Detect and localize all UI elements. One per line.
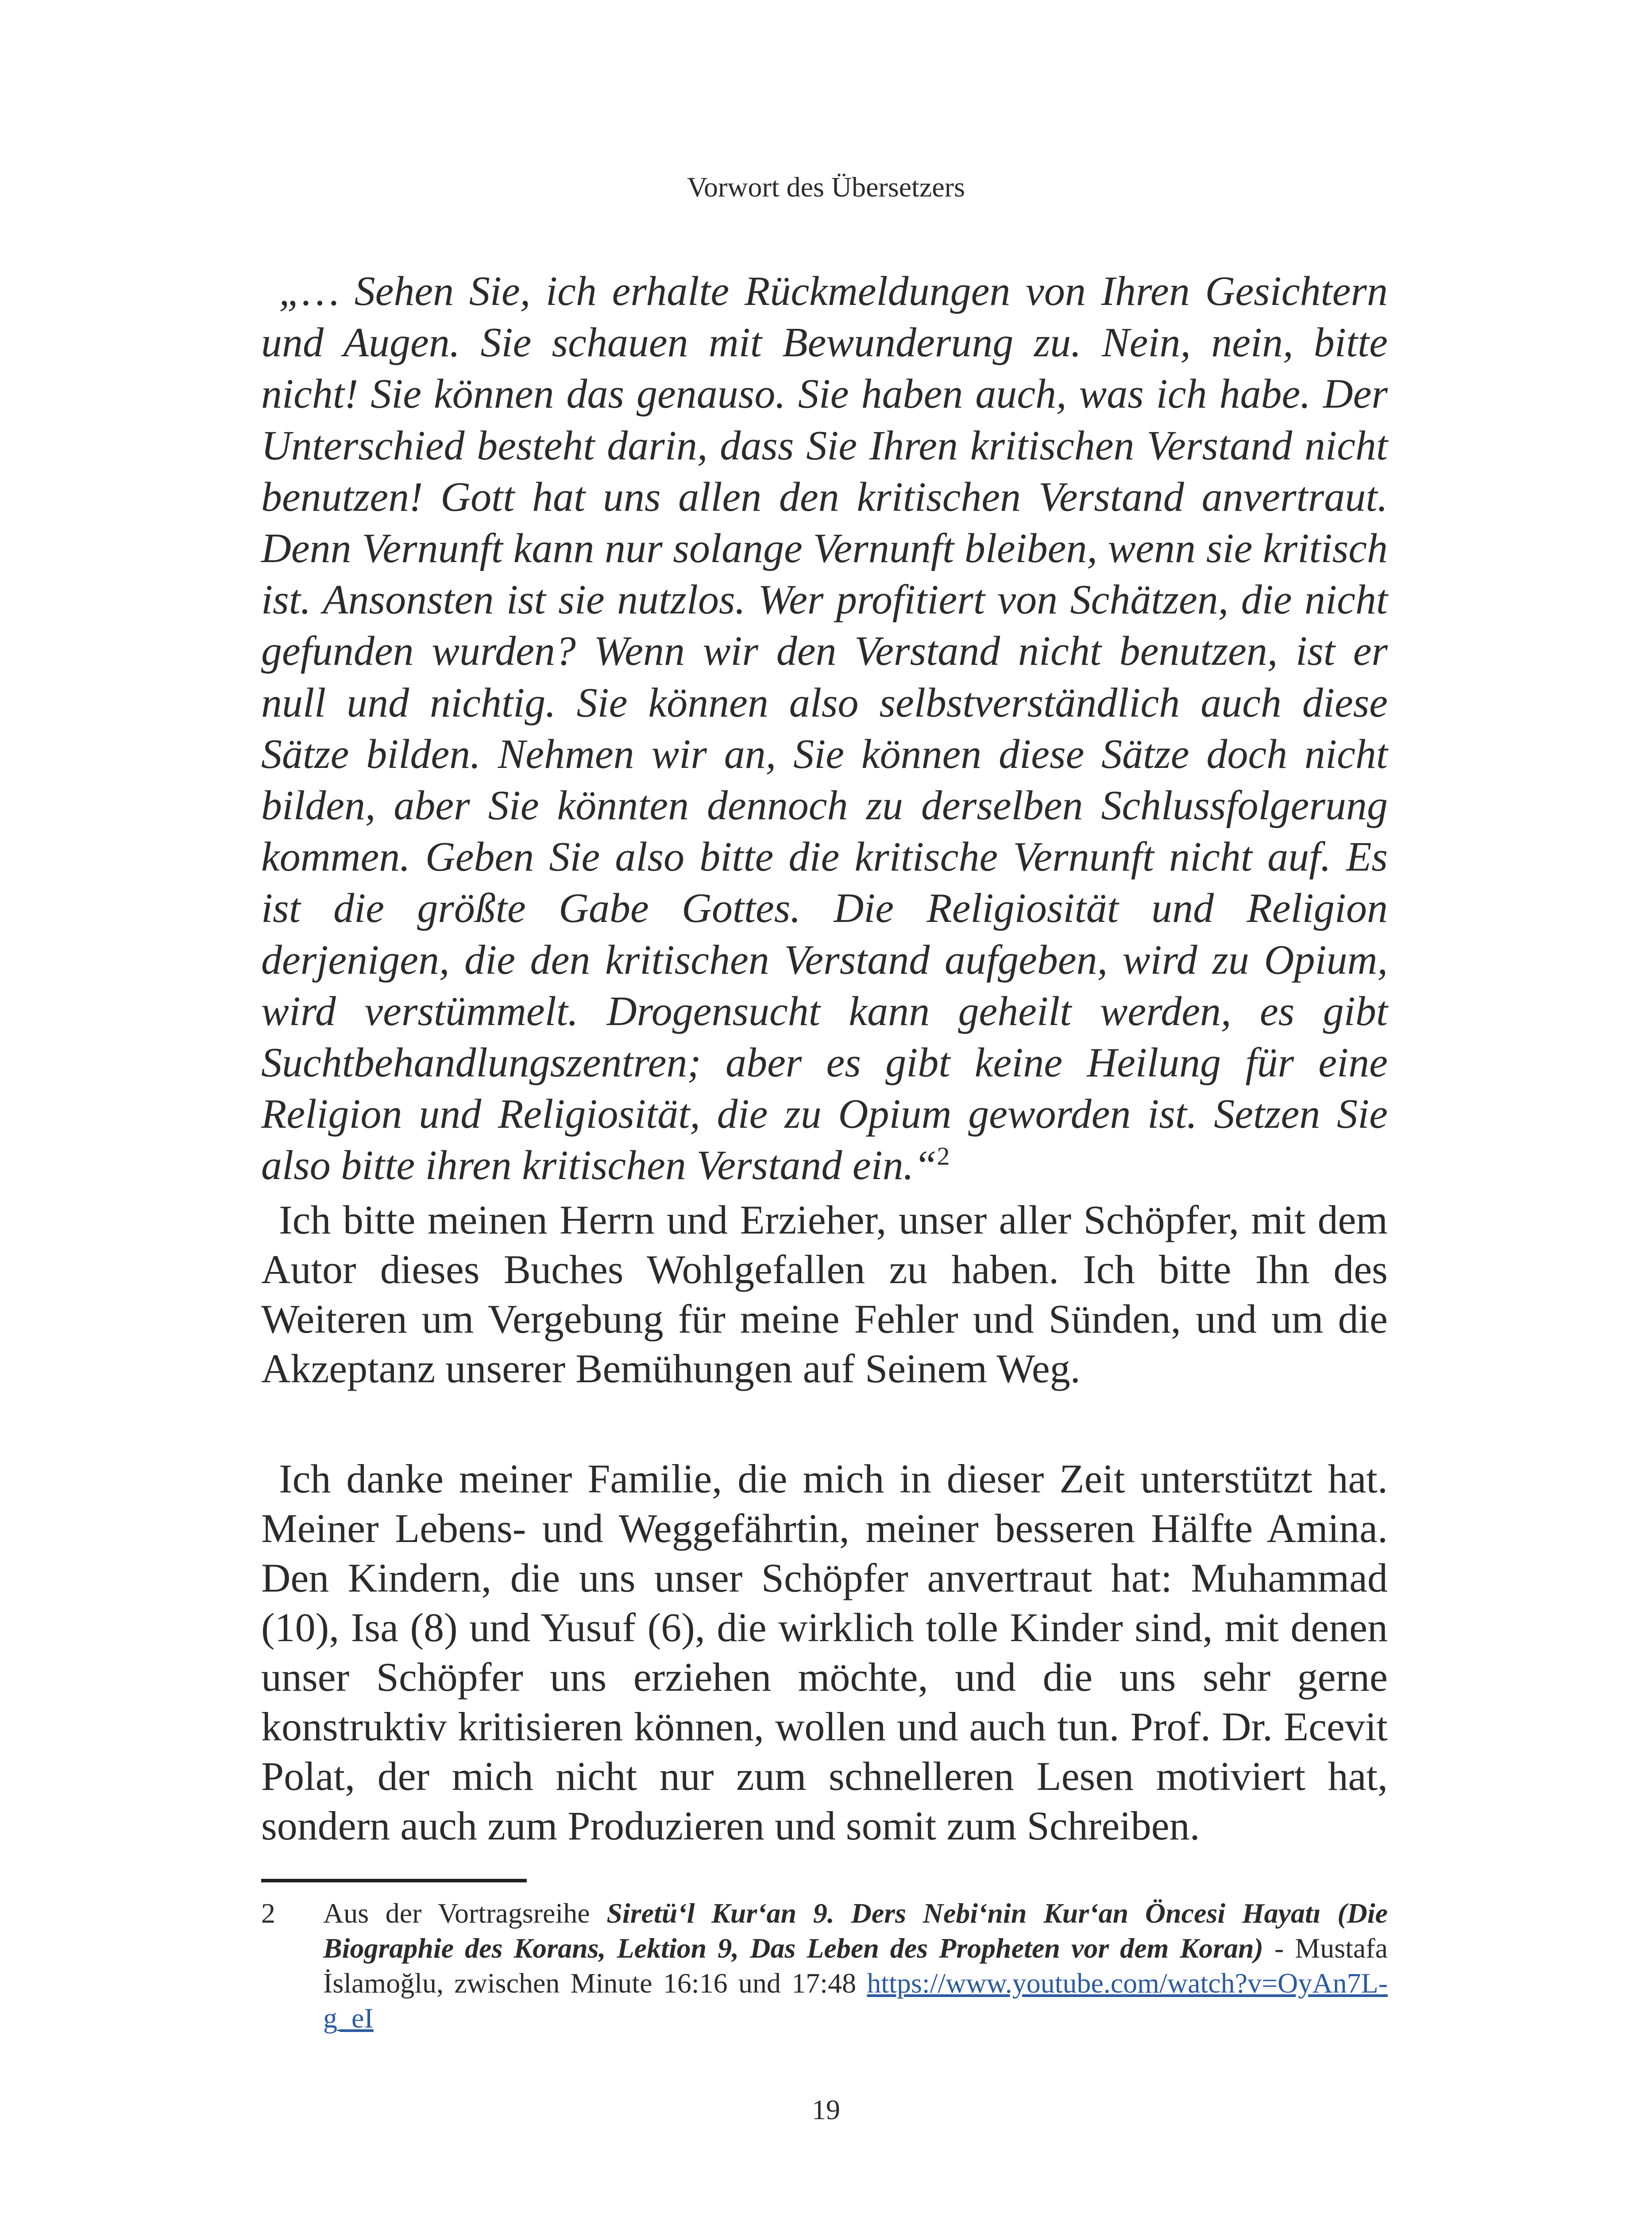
footnote [261, 1896, 1388, 2036]
footnote-link[interactable]: https://www.youtube.com/watch?v=OyAn7L-g_eI [323, 1967, 1388, 2034]
running-header: Vorwort des Übersetzers [687, 171, 965, 203]
paragraph-dedication: Ich bitte meinen Herrn und Erzieher, unser aller Schöpfer, mit dem Autor dieses Buches Wohlgefallen zu haben. Ich bitte Ihn des Weiteren um Vergebung für meine Fehler und Sünden, und um die Akzeptanz unserer Bemühungen auf Seinem Weg. [261, 1197, 1388, 1391]
page-number: 19 [812, 2094, 840, 2125]
block-quote [261, 266, 1388, 1191]
footnote-body [323, 1896, 1388, 2036]
footnote-intro: Aus der Vortragsreihe [323, 1897, 607, 1929]
footnote-author: - Mustafa İslamoğlu, zwischen Minute 16:16 und 17:48 [323, 1932, 1388, 1999]
paragraph-acknowledgements: Ich danke meiner Familie, die mich in dieser Zeit unterstützt hat. Meiner Lebens- und Weggefährtin, meiner besseren Hälfte Amina. Den Kindern, die uns unser Schöpfer anvertraut hat: Muhammad (10), Isa (8) und Yusuf (6), die wirklich tolle Kinder sind, mit denen unser Schöpfer uns erziehen möchte, und die uns sehr gerne konstruktiv kritisieren können, wollen und auch tun. Prof. Dr. Ecevit Polat, der mich nicht nur zum schnelleren Lesen motiviert hat, sondern auch zum Produzieren und somit zum Schreiben. [261, 1456, 1388, 1848]
footnote-number: 2 [261, 1897, 275, 1929]
footnote-separator [261, 1879, 527, 1882]
quote-text: „… Sehen Sie, ich erhalte Rückmeldungen von Ihren Gesichtern und Augen. Sie schauen mit Bewunderung zu. Nein, nein, bitte nicht! Sie können das genauso. Sie haben auch, was ich habe. Der Unterschied besteht darin, dass Sie Ihren kritischen Verstand nicht benutzen! Gott hat uns allen den kritischen Verstand anvertraut. Denn Vernunft kann nur solange Vernunft bleiben, wenn sie kritisch ist. Ansonsten ist sie nutzlos. Wer profitiert von Schätzen, die nicht gefunden wurden? Wenn wir den Verstand nicht benutzen, ist er null und nichtig. Sie können also selbstverständlich auch diese Sätze bilden. Nehmen wir an, Sie können diese Sätze doch nicht bilden, aber Sie könnten dennoch zu derselben Schlussfolgerung kommen. Geben Sie also bitte die kritische Vernunft nicht auf. Es ist die größte Gabe Gottes. Die Religiosität und Religion derjenigen, die den kritischen Verstand aufgeben, wird zu Opium, wird verstümmelt. Drogensucht kann geheilt werden, es gibt Suchtbehandlungszentren; aber es gibt keine Heilung für eine Religion und Religiosität, die zu Opium geworden ist. Setzen Sie also bitte ihren kritischen Verstand ein.“ [261, 268, 1388, 1189]
footnote-reference[interactable]: 2 [937, 1142, 950, 1171]
footnote-source-title: Siretü‘l Kur‘an 9. Ders Nebi‘nin Kur‘an Öncesi Hayatı (Die Biographie des Korans, Lektion 9, Das Leben des Propheten vor dem Koran) [323, 1897, 1388, 1964]
